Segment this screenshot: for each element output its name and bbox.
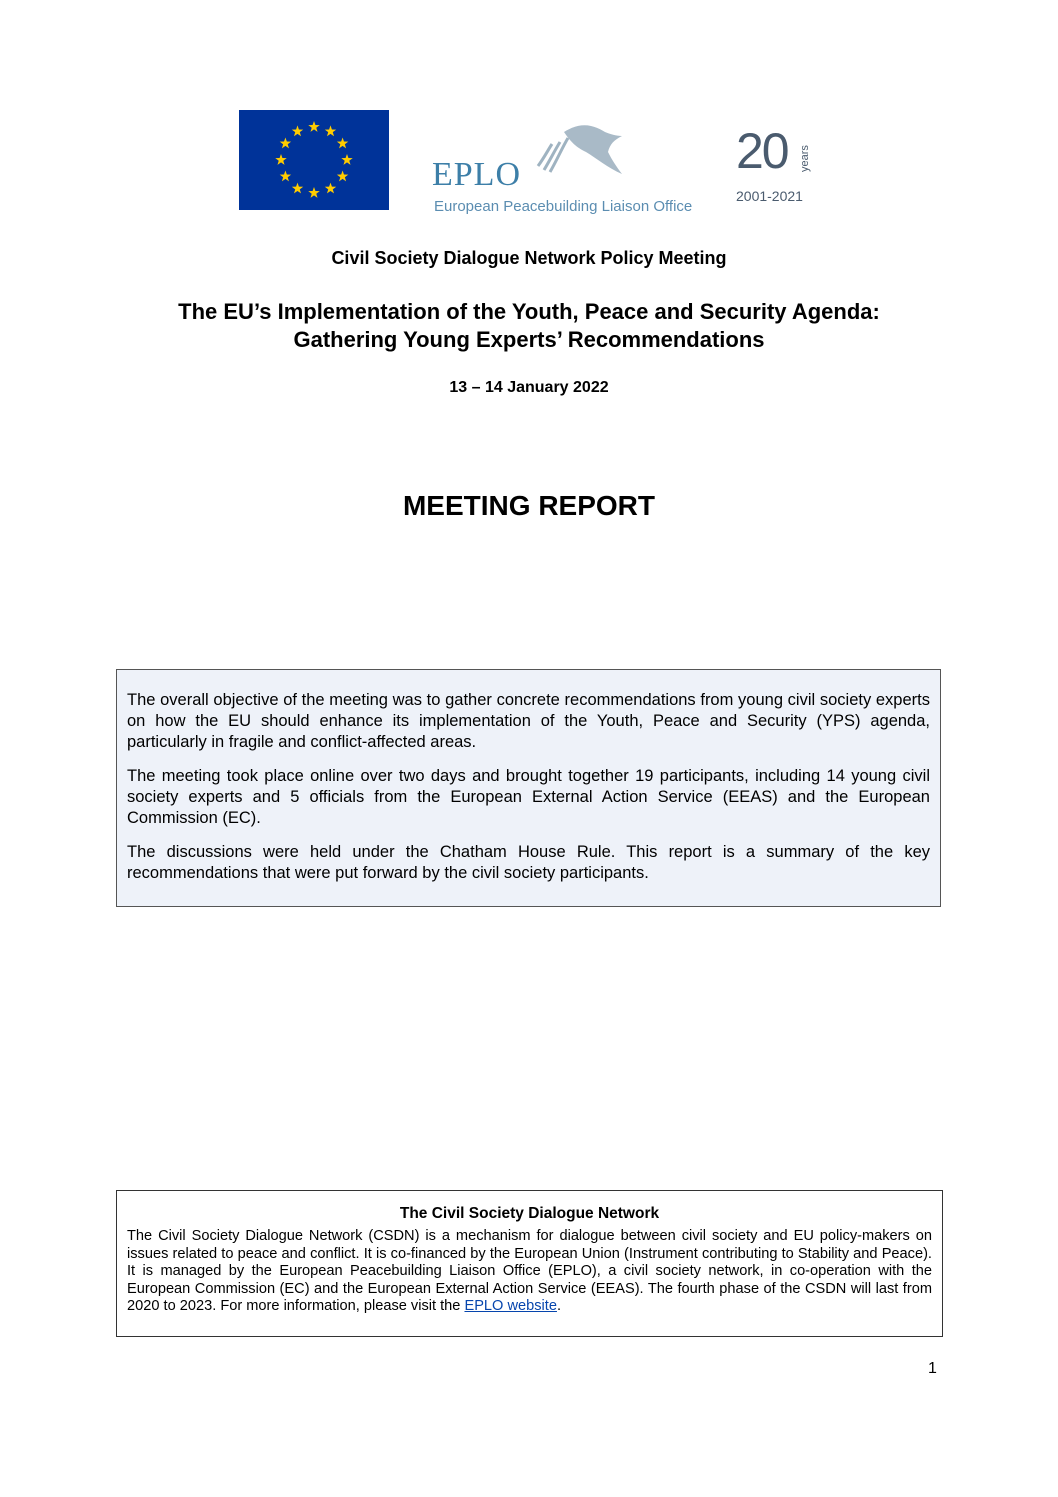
eplo-subtitle: European Peacebuilding Liaison Office	[434, 198, 693, 215]
csdn-text-suffix: .	[556, 1298, 562, 1314]
main-title	[0, 298, 1058, 354]
csdn-text: The Civil Society Dialogue Network (CSDN) is a mechanism for dialogue between civil society and EU policy-makers on issues related to peace and conflict. It is co-financed by the European Union (Instrument contributing to Stability and Peace). It is managed by the European Peacebuilding Liaison Office (EPLO), a civil society network, in co-operation with the European Commission (EC) and the European External Action Service (EEAS). The fourth phase of the CSDN will last from 2020 to 2023. For more information, please visit the	[127, 1228, 932, 1314]
summary-box	[116, 669, 941, 907]
logo-bar	[0, 110, 1058, 215]
report-title: MEETING REPORT	[402, 490, 655, 521]
eplo-wordmark: EPLO	[432, 156, 521, 193]
eplo-website-link[interactable]: EPLO website	[464, 1298, 557, 1314]
bird-icon	[530, 122, 625, 182]
csdn-info-box	[116, 1190, 943, 1337]
page-number: 1	[928, 1360, 937, 1377]
summary-paragraph: The meeting took place online over two days and brought together 19 participants, including 14 young civil society experts and 5 officials from the European External Action Service (EEAS) and the European Commission (EC).	[127, 767, 930, 827]
network-title: Civil Society Dialogue Network Policy Meeting	[331, 248, 727, 268]
meeting-date: 13 – 14 January 2022	[449, 379, 609, 396]
main-title-line-1: The EU’s Implementation of the Youth, Peace and Security Agenda:	[178, 299, 880, 324]
anniversary-range: 2001-2021	[736, 188, 803, 204]
main-title-line-2: Gathering Young Experts’ Recommendations	[293, 327, 765, 352]
csdn-title: The Civil Society Dialogue Network	[399, 1205, 660, 1222]
anniversary-number: 20	[736, 123, 788, 179]
anniversary-unit: years	[799, 145, 811, 172]
eu-flag-icon	[239, 110, 389, 210]
anniversary-logo	[736, 122, 836, 212]
csdn-description	[127, 1228, 932, 1316]
eplo-logo	[430, 122, 710, 215]
summary-paragraph: The discussions were held under the Chatham House Rule. This report is a summary of the key recommendations that were put forward by the civil society participants.	[127, 843, 930, 882]
summary-paragraph: The overall objective of the meeting was to gather concrete recommendations from young civil society experts on how the EU should enhance its implementation of the Youth, Peace and Security (YPS) agenda, particularly in fragile and conflict-affected areas.	[127, 691, 930, 751]
